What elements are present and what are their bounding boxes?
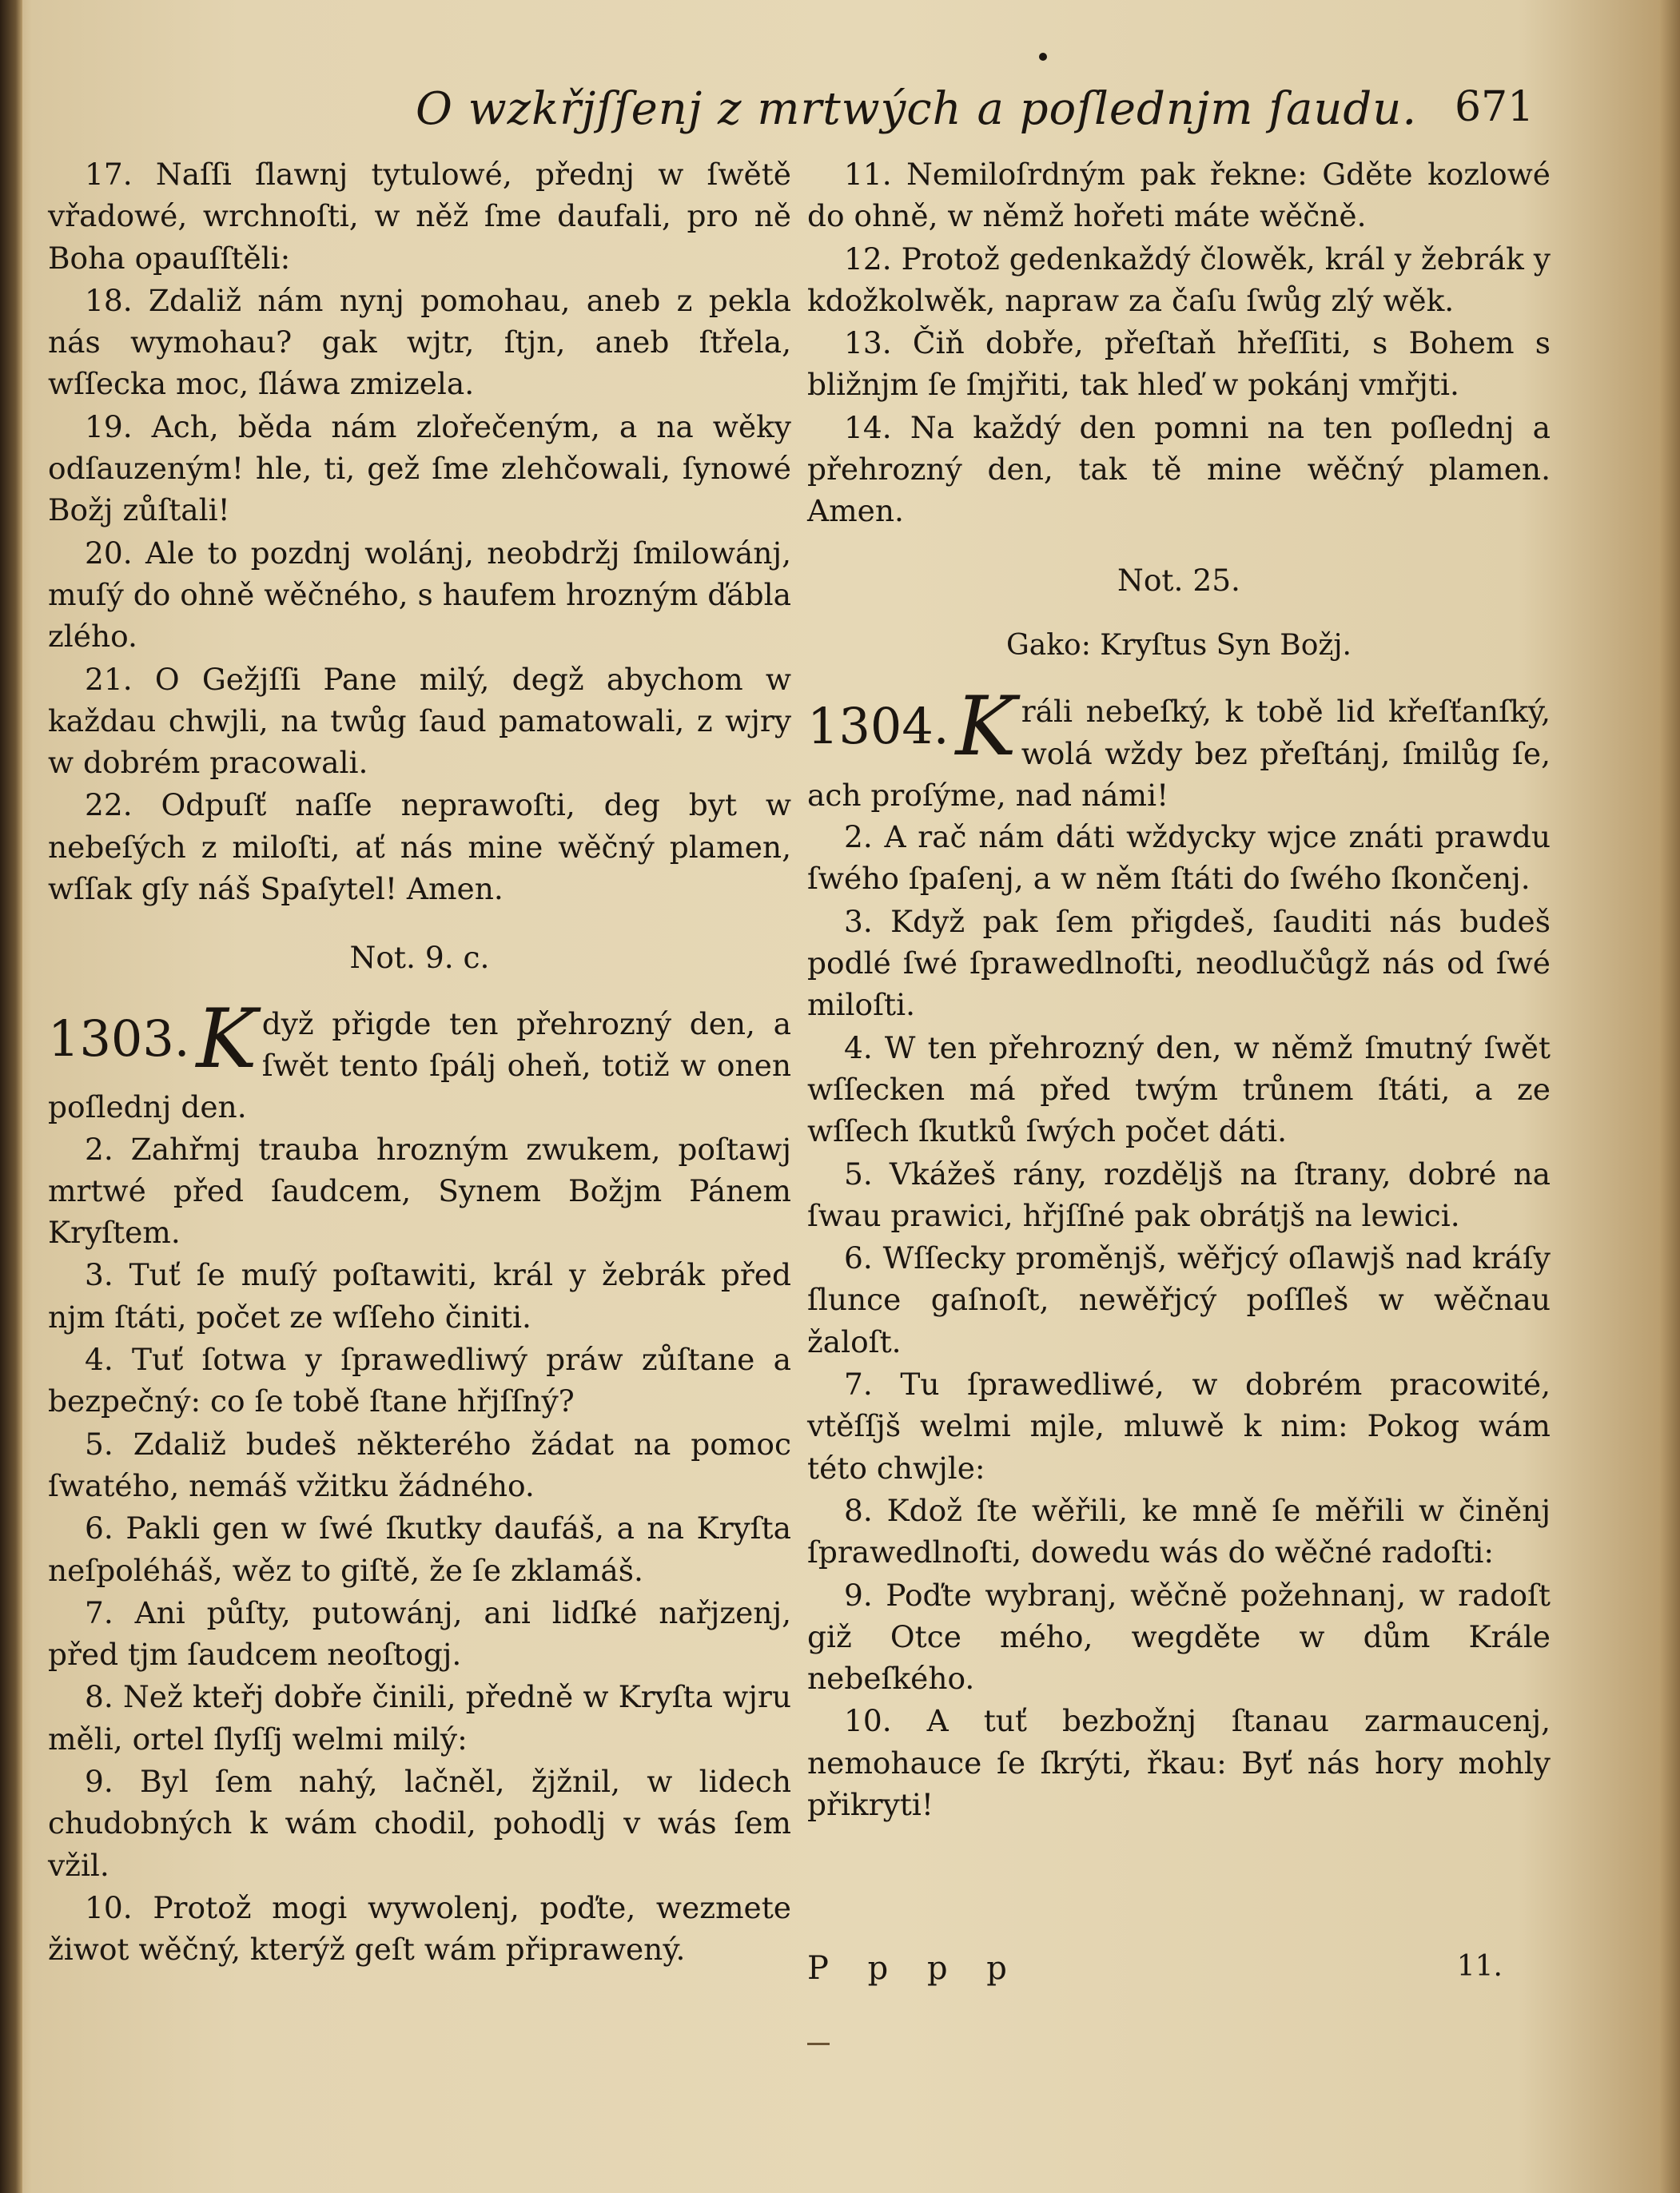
- verse: 22. Odpuſť naſſe neprawoſti, deg byt w nebeſých z miloſti, ať nás mine wěčný plamen, wſſak gſy náš Spaſytel! Amen.: [48, 787, 791, 907]
- right-column: [807, 153, 1551, 1826]
- running-title: O wzkřjſſenj z mrtwých a poſlednjm ſaudu.: [416, 83, 1418, 135]
- verse: 19. Ach, běda nám zlořečeným, a na wěky odſauzeným! hle, ti, gež ſme zlehčowali, ſynowé Božj zůſtali!: [48, 408, 791, 528]
- tune-reference: Gako: Kryſtus Syn Božj.: [1006, 628, 1352, 662]
- verse: 4. Tuť ſotwa y ſprawedliwý práw zůſtane a bezpečný: co ſe tobě ſtane hřjſſný?: [48, 1342, 791, 1419]
- verse: 10. A tuť bezbožnj ſtanau zarmaucenj, nemohauce ſe ſkrýti, řkau: Byť nás hory mohly přikryti!: [807, 1703, 1551, 1822]
- ink-mark: [807, 2043, 830, 2045]
- verse: 7. Tu ſprawedliwé, w dobrém pracowité, vtěſſjš welmi mjle, mluwě k nim: Pokog wám této chwjle:: [807, 1367, 1551, 1486]
- verse: 8. Kdož ſte wěřili, ke mně ſe měřili w činěnj ſprawedlnoſti, dowedu wás do wěčné radoſti:: [807, 1492, 1551, 1570]
- verse: 21. O Gežjſſi Pane milý, degž abychom w každau chwjli, na twůg ſaud pamatowali, z wjry w dobrém pracowali.: [48, 661, 791, 781]
- verse: 13. Čiň dobře, přeſtaň hřeſſiti, s Bohem s bližnjm ſe ſmjřiti, tak hleď w pokánj vmřjti.: [807, 325, 1551, 403]
- page-header: [384, 77, 1567, 149]
- verse: 6. Pakli gen w ſwé ſkutky daufáš, a na Kryſta neſpoléháš, wěz to giſtě, že ſe zklamáš.: [48, 1510, 791, 1588]
- verse: 9. Byl ſem nahý, lačněl, žjžnil, w lidech chudobných k wám chodil, pohodlj v wás ſem vžil.: [48, 1763, 791, 1883]
- verse: 3. Když pak ſem přigdeš, ſauditi nás budeš podlé ſwé ſprawedlnoſti, neodlučůgž nás od ſwé miloſti.: [807, 903, 1551, 1023]
- hymn-first-verse: dyž přigde ten přehrozný den, a ſwět tento ſpálj oheň, totiž w onen poſlednj den.: [48, 1005, 791, 1125]
- verse: 5. Zdaliž budeš některého žádat na pomoc ſwatého, nemáš vžitku žádného.: [48, 1426, 791, 1503]
- signature-mark: P p p p: [807, 1950, 1021, 1987]
- catchword: 11.: [1456, 1950, 1503, 1983]
- left-column: [48, 153, 791, 1971]
- verse: 9. Poďte wybranj, wěčně požehnanj, w radoſt giž Otce mého, wegděte w dům Krále nebeſkého.: [807, 1577, 1551, 1697]
- page-number: 671: [1455, 83, 1535, 131]
- verse: 2. A rač nám dáti wždycky wjce znáti prawdu ſwého ſpaſenj, a w něm ſtáti do ſwého ſkončenj.: [807, 819, 1551, 897]
- verse: 11. Nemiloſrdným pak řekne: Gděte kozlowé do ohně, w němž hořeti máte wěčně.: [807, 157, 1551, 234]
- verse: 4. W ten přehrozný den, w němž ſmutný ſwět wſſecken má před twým trůnem ſtáti, a ze wſſech ſkutků ſwých počet dáti.: [807, 1029, 1551, 1149]
- hymn-1304: [807, 679, 1551, 816]
- verse: 7. Ani půſty, putowánj, ani lidſké nařjzenj, před tjm ſaudcem neoſtogj.: [48, 1594, 791, 1673]
- hymn-number: 1303.: [48, 1009, 190, 1068]
- verse: 10. Protož mogi wywolenj, poďte, wezmete žiwot wěčný, kterýž geſt wám připrawený.: [48, 1889, 791, 1968]
- verse: 2. Zahřmj trauba hrozným zwukem, poſtawj mrtwé před ſaudcem, Synem Božjm Pánem Kryſtem.: [48, 1131, 791, 1251]
- page-edge: [1659, 0, 1680, 2193]
- hymn-1303: [48, 991, 791, 1128]
- melody-note: Not. 9. c.: [349, 940, 490, 976]
- verse: 5. Vkážeš rány, rozděljš na ſtrany, dobré na ſwau prawici, hřjſſné pak obrátjš na lewici.: [807, 1156, 1551, 1233]
- verse: 17. Naſſi ſlawnj tytulowé, přednj w ſwětě vřadowé, wrchnoſti, w něž ſme daufali, pro ně Boha opauſſtěli:: [48, 157, 791, 276]
- verse: 14. Na každý den pomni na ten poſlednj a přehrozný den, tak tě mine wěčný plamen. Amen.: [807, 409, 1551, 529]
- hymn-first-verse: ráli nebeſký, k tobě lid křeſťanſký, wolá wždy bez přeſtánj, ſmilůg ſe, ach proſýme, nad námi!: [807, 694, 1551, 813]
- verse: 6. Wſſecky proměnjš, wěřjcý oſlawjš nad kráſy ſlunce gaſnoſt, newěřjcý poſſleš w wěčnau žaloſt.: [807, 1240, 1551, 1359]
- drop-cap: K: [196, 991, 257, 1087]
- ink-dot: [1039, 53, 1047, 61]
- verse: 18. Zdaliž nám nynj pomohau, aneb z pekla nás wymohau? gak wjtr, ſtjn, aneb ſtřela, wſſecka moc, ſláwa zmizela.: [48, 282, 791, 402]
- verse: 20. Ale to pozdnj wolánj, neobdržj ſmilowánj, muſý do ohně wěčného, s haufem hrozným ďábla zlého.: [48, 535, 791, 655]
- book-gutter: [0, 0, 22, 2193]
- verse: 12. Protož gedenkaždý člowěk, král y žebrák y kdožkolwěk, napraw za čaſu ſwůg zlý wěk.: [807, 241, 1551, 318]
- verse: 8. Než kteřj dobře činili, předně w Kryſta wjru měli, ortel ſlyſſj welmi milý:: [48, 1679, 791, 1757]
- hymn-number: 1304.: [807, 697, 949, 756]
- drop-cap: K: [955, 679, 1017, 775]
- verse: 3. Tuť ſe muſý poſtawiti, král y žebrák před njm ſtáti, počet ze wſſeho činiti.: [48, 1257, 791, 1335]
- melody-note: Not. 25.: [1117, 562, 1240, 598]
